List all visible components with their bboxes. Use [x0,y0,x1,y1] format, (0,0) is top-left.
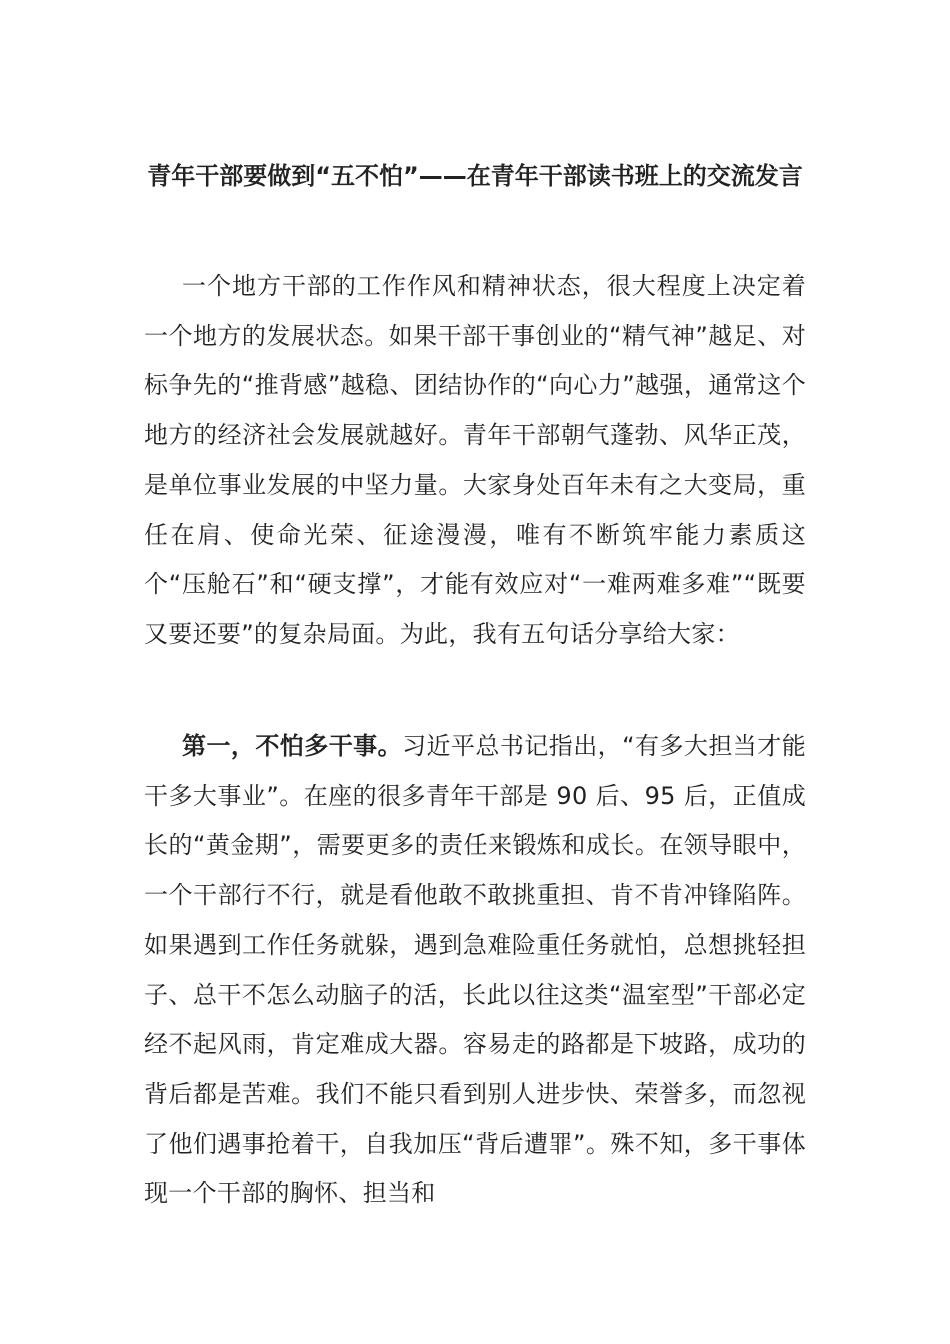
paragraph-text: 一个地方干部的工作作风和精神状态，很大程度上决定着一个地方的发展状态。如果干部干事创业的“精气神”越足、对标争先的“推背感”越稳、团结协作的“向心力”越强，通常这个地方的经济社会发展就越好。青年干部朝气蓬勃、风华正茂，是单位事业发展的中坚力量。大家身处百年未有之大变局，重任在肩、使命光荣、征途漫漫，唯有不断筑牢能力素质这个“压舱石”和“硬支撑”，才能有效应对“一难两难多难”“既要又要还要”的复杂局面。为此，我有五句话分享给大家： [144,272,806,648]
document-title: 青年干部要做到“五不怕”——在青年干部读书班上的交流发言 [147,162,803,190]
point-one-paragraph [144,722,806,1219]
intro-paragraph [144,262,806,660]
paragraph-text: 习近平总书记指出，“有多大担当才能干多大事业”。在座的很多青年干部是 90 后、95 后，正值成长的“黄金期”，需要更多的责任来锻炼和成长。在领导眼中，一个干部行不行，就是看他敢不敢挑重担、肯不肯冲锋陷阵。如果遇到工作任务就躲，遇到急难险重任务就怕，总想挑轻担子、总干不怎么动脑子的活，长此以往这类“温室型”干部必定经不起风雨，肯定难成大器。容易走的路都是下坡路，成功的背后都是苦难。我们不能只看到别人进步快、荣誉多，而忽视了他们遇事抢着干，自我加压“背后遭罪”。殊不知，多干事体现一个干部的胸怀、担当和 [144,732,806,1208]
paragraph-lead: 第一，不怕多干事。 [182,732,403,760]
